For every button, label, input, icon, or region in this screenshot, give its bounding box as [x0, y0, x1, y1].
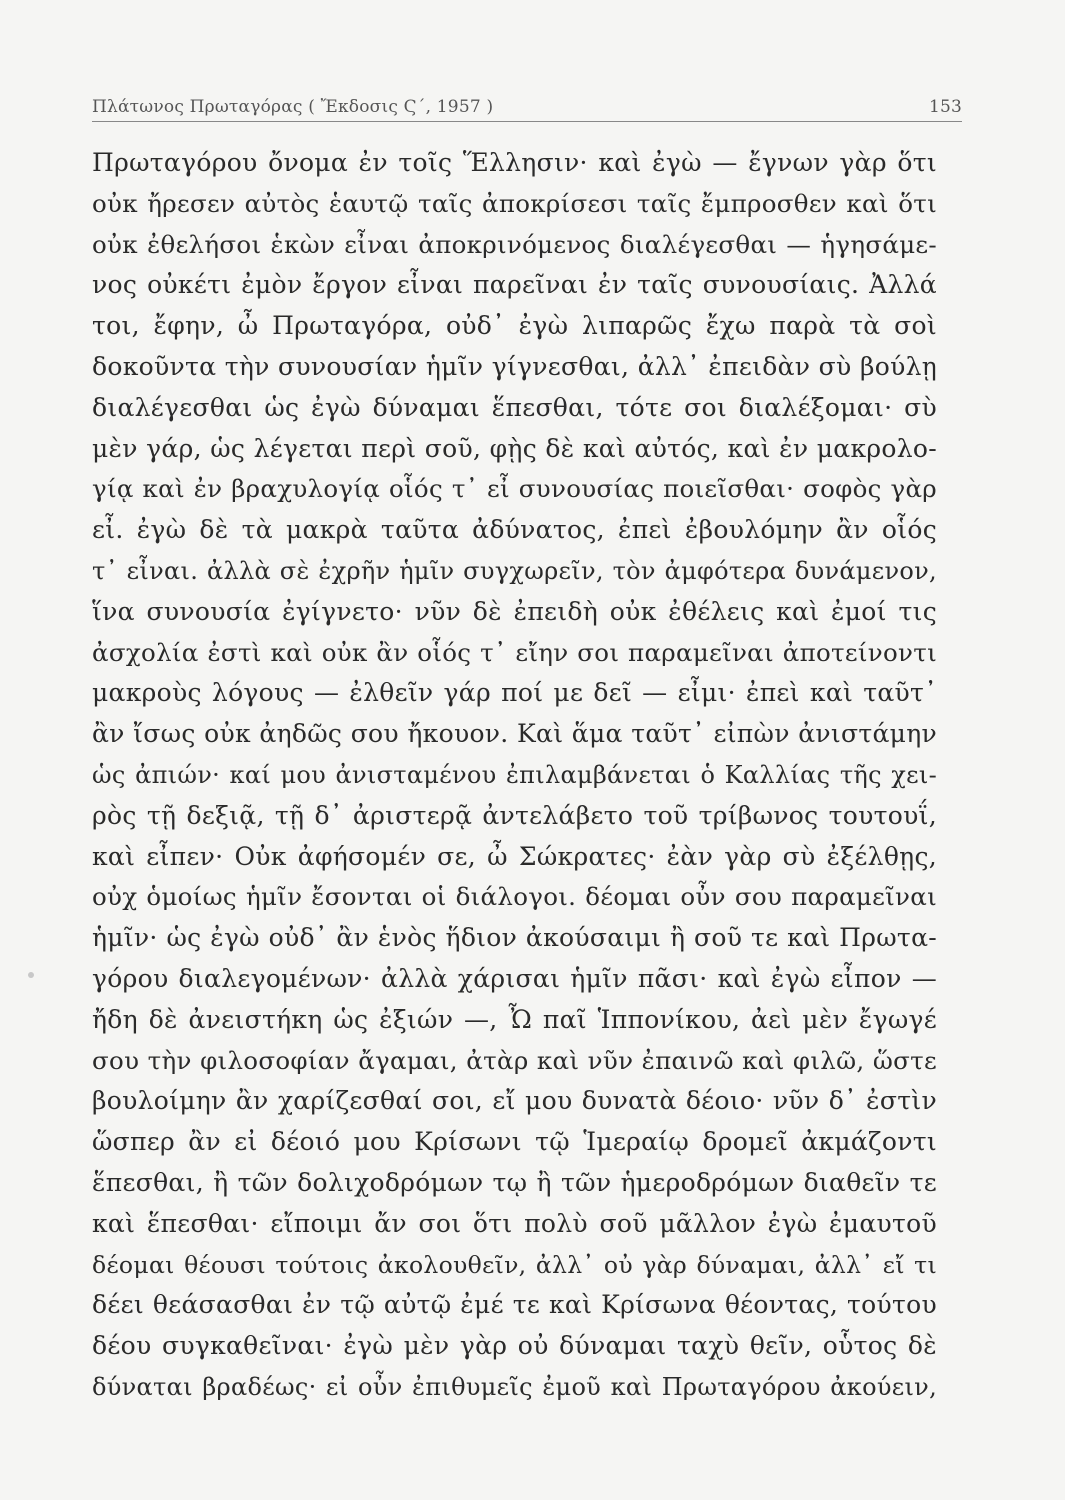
- text-line: διαλέγεσθαι ὡς ἐγὼ δύναμαι ἕπεσθαι, τότε σοι διαλέξομαι· σὺ: [92, 392, 937, 422]
- text-line: ρὸς τῇ δεξιᾷ, τῇ δ᾽ ἀριστερᾷ ἀντελάβετο τοῦ τρίβωνος τουτουΐ,: [92, 800, 937, 830]
- text-line: ἡμῖν· ὡς ἐγὼ οὐδ᾽ ἂν ἑνὸς ἥδιον ἀκούσαιμι ἢ σοῦ τε καὶ Πρωτα-: [92, 923, 937, 953]
- text-line: ὡς ἀπιών· καί μου ἀνισταμένου ἐπιλαμβάνεται ὁ Καλλίας τῆς χει-: [92, 760, 937, 789]
- text-line: γόρου διαλεγομένων· ἀλλὰ χάρισαι ἡμῖν πᾶσι· καὶ ἐγὼ εἶπον —: [92, 963, 937, 993]
- text-line: δέει θεάσασθαι ἐν τῷ αὐτῷ ἐμέ τε καὶ Κρίσωνα θέοντας, τούτου: [92, 1290, 937, 1320]
- margin-speck: [28, 972, 34, 978]
- running-head: [92, 92, 962, 122]
- text-line: ἕπεσθαι, ἢ τῶν δολιχοδρόμων τῳ ἢ τῶν ἡμεροδρόμων διαθεῖν τε: [92, 1167, 937, 1197]
- text-line: σου τὴν φιλοσοφίαν ἄγαμαι, ἀτὰρ καὶ νῦν ἐπαινῶ καὶ φιλῶ, ὥστε: [92, 1045, 937, 1075]
- text-line: οὐχ ὁμοίως ἡμῖν ἔσονται οἱ διάλογοι. δέομαι οὖν σου παραμεῖναι: [92, 882, 937, 912]
- text-line: δέομαι θέουσι τούτοις ἀκολουθεῖν, ἀλλ᾽ οὐ γὰρ δύναμαι, ἀλλ᾽ εἴ τι: [92, 1250, 937, 1279]
- text-line: ἀσχολία ἐστὶ καὶ οὐκ ἂν οἷός τ᾽ εἴην σοι παραμεῖναι ἀποτείνοντι: [92, 637, 937, 667]
- text-line: οὐκ ἤρεσεν αὐτὸς ἑαυτῷ ταῖς ἀποκρίσεσι ταῖς ἔμπροσθεν καὶ ὅτι: [92, 188, 937, 218]
- running-title: Πλάτωνος Πρωταγόρας ( Ἔκδοσις Ϛ΄, 1957 ): [92, 97, 494, 117]
- body-text: [92, 143, 937, 1408]
- text-line: νος οὐκέτι ἐμὸν ἔργον εἶναι παρεῖναι ἐν ταῖς συνουσίαις. Ἀλλά: [92, 270, 937, 300]
- text-line: οὐκ ἐθελήσοι ἑκὼν εἶναι ἀποκρινόμενος διαλέγεσθαι — ἡγησάμε-: [92, 229, 937, 259]
- page-number: 153: [928, 97, 962, 117]
- text-line: γίᾳ καὶ ἐν βραχυλογίᾳ οἷός τ᾽ εἶ συνουσίας ποιεῖσθαι· σοφὸς γὰρ: [92, 474, 937, 504]
- text-line: εἶ. ἐγὼ δὲ τὰ μακρὰ ταῦτα ἀδύνατος, ἐπεὶ ἐβουλόμην ἂν οἷός: [92, 515, 937, 545]
- text-line: τ᾽ εἶναι. ἀλλὰ σὲ ἐχρῆν ἡμῖν συγχωρεῖν, τὸν ἀμφότερα δυνάμενον,: [92, 556, 937, 585]
- text-line: δύναται βραδέως· εἰ οὖν ἐπιθυμεῖς ἐμοῦ καὶ Πρωταγόρου ἀκούειν,: [92, 1372, 937, 1401]
- text-line: μὲν γάρ, ὡς λέγεται περὶ σοῦ, φῂς δὲ καὶ αὐτός, καὶ ἐν μακρολο-: [92, 433, 937, 463]
- text-line: ἵνα συνουσία ἐγίγνετο· νῦν δὲ ἐπειδὴ οὐκ ἐθέλεις καὶ ἐμοί τις: [92, 596, 937, 626]
- text-line: καὶ ἕπεσθαι· εἴποιμι ἄν σοι ὅτι πολὺ σοῦ μᾶλλον ἐγὼ ἐμαυτοῦ: [92, 1208, 937, 1238]
- text-line: δέου συγκαθεῖναι· ἐγὼ μὲν γὰρ οὐ δύναμαι ταχὺ θεῖν, οὗτος δὲ: [92, 1331, 937, 1361]
- text-line: ἤδη δὲ ἀνειστήκη ὡς ἐξιών —, Ὦ παῖ Ἱππονίκου, ἀεὶ μὲν ἔγωγέ: [92, 1004, 937, 1034]
- text-line: ὥσπερ ἂν εἰ δέοιό μου Κρίσωνι τῷ Ἱμεραίῳ δρομεῖ ἀκμάζοντι: [92, 1127, 937, 1157]
- text-line: ἂν ἴσως οὐκ ἀηδῶς σου ἤκουον. Καὶ ἅμα ταῦτ᾽ εἰπὼν ἀνιστάμην: [92, 719, 937, 749]
- text-line: τοι, ἔφην, ὦ Πρωταγόρα, οὐδ᾽ ἐγὼ λιπαρῶς ἔχω παρὰ τὰ σοὶ: [92, 311, 937, 341]
- text-line: δοκοῦντα τὴν συνουσίαν ἡμῖν γίγνεσθαι, ἀλλ᾽ ἐπειδὰν σὺ βούλῃ: [92, 351, 937, 381]
- text-line: μακροὺς λόγους — ἐλθεῖν γάρ ποί με δεῖ — εἶμι· ἐπεὶ καὶ ταῦτ᾽: [92, 678, 937, 708]
- text-line: βουλοίμην ἂν χαρίζεσθαί σοι, εἴ μου δυνατὰ δέοιο· νῦν δ᾽ ἐστὶν: [92, 1086, 937, 1116]
- text-line: καὶ εἶπεν· Οὐκ ἀφήσομέν σε, ὦ Σώκρατες· ἐὰν γὰρ σὺ ἐξέλθῃς,: [92, 841, 937, 871]
- text-line: Πρωταγόρου ὄνομα ἐν τοῖς Ἕλλησιν· καὶ ἐγὼ — ἔγνων γὰρ ὅτι: [92, 148, 937, 177]
